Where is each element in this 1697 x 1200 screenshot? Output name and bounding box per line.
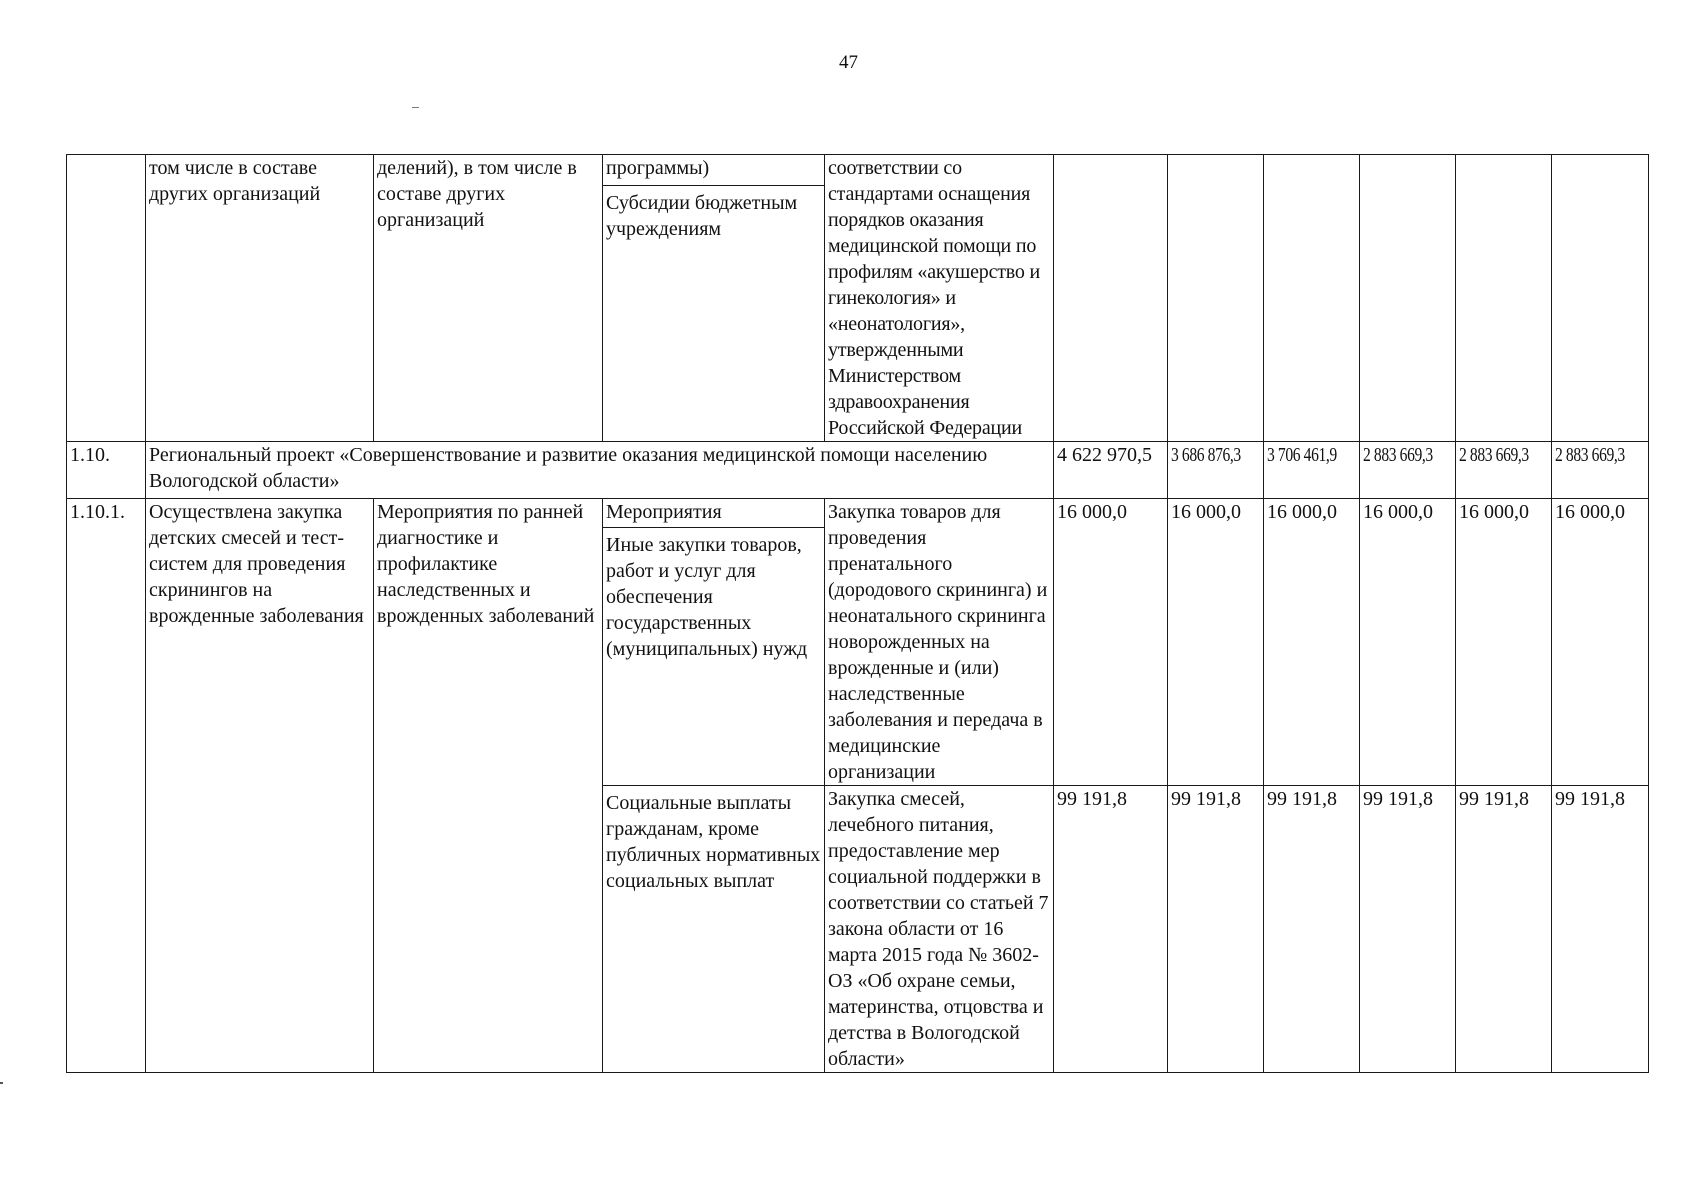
scan-artifact-edge-mark (0, 1082, 3, 1084)
cell-value-empty (1552, 155, 1649, 442)
cell-value-empty (1168, 155, 1264, 442)
cell-expense-type-a: Иные закупки товаров, работ и услуг для обеспечения государственных (муниципальных) нужд (603, 528, 825, 786)
cell-goal-tail: том числе в составе других организаций (146, 155, 374, 442)
continuation-row (67, 155, 1649, 186)
cell-value-a-5: 16 000,0 (1456, 499, 1552, 786)
cell-value-a-3: 16 000,0 (1264, 499, 1360, 786)
cell-value-a-4: 16 000,0 (1360, 499, 1456, 786)
cell-project-value-5: 2 883 669,3 (1456, 442, 1552, 499)
cell-value-empty (1054, 155, 1168, 442)
cell-project-value-6: 2 883 669,3 (1552, 442, 1649, 499)
cell-value-a-6: 16 000,0 (1552, 499, 1649, 786)
cell-description-tail: соответствии со стандартами оснащения порядков оказания медицинской помощи по профилям «акушерство и гинекология» и «неонатология», утвержденными Министерством здравоохранения Российской Федерации (825, 155, 1054, 442)
cell-project-number: 1.10. (67, 442, 146, 499)
cell-project-value-3: 3 706 461,9 (1264, 442, 1360, 499)
cell-expense-type-b: Социальные выплаты гражданам, кроме публичных нормативных социальных выплат (603, 786, 825, 1073)
cell-value-a-1: 16 000,0 (1054, 499, 1168, 786)
cell-value-b-1: 99 191,8 (1054, 786, 1168, 1073)
cell-project-title: Региональный проект «Совершенствование и развитие оказания медицинской помощи населению Вологодской области» (146, 442, 1054, 499)
cell-value-a-2: 16 000,0 (1168, 499, 1264, 786)
cell-value-b-5: 99 191,8 (1456, 786, 1552, 1073)
cell-value-b-2: 99 191,8 (1168, 786, 1264, 1073)
cell-item-number: 1.10.1. (67, 499, 146, 1073)
project-row-1-10 (67, 442, 1649, 499)
cell-value-b-4: 99 191,8 (1360, 786, 1456, 1073)
cell-project-value-2: 3 686 876,3 (1168, 442, 1264, 499)
cell-description-b: Закупка смесей, лечебного питания, предоставление мер социальной поддержки в соответствии со статьей 7 закона области от 16 марта 2015 года № 3602-ОЗ «Об охране семьи, материнства, отцовства и детства в Вологодской области» (825, 786, 1054, 1073)
cell-activity-tail: делений), в том числе в составе других организаций (374, 155, 603, 442)
cell-expense-header: Мероприятия (603, 499, 825, 528)
cell-value-b-3: 99 191,8 (1264, 786, 1360, 1073)
cell-description-a: Закупка товаров для проведения пренатального (дородового скрининга) и неонатального скрининга новорожденных на врожденные и (или) наследственные заболевания и передача в медицинские организации (825, 499, 1054, 786)
cell-project-value-1: 4 622 970,5 (1054, 442, 1168, 499)
cell-value-empty (1264, 155, 1360, 442)
cell-item-result: Осуществлена закупка детских смесей и тест-систем для проведения скринингов на врожденные заболевания (146, 499, 374, 1073)
scan-artifact-dash (412, 107, 419, 108)
cell-number-empty (67, 155, 146, 442)
cell-expense-prev-tail: программы) (603, 155, 825, 186)
cell-value-empty (1360, 155, 1456, 442)
cell-expense-type-subsidy: Субсидии бюджетным учреждениям (603, 186, 825, 442)
cell-value-empty (1456, 155, 1552, 442)
budget-table (66, 154, 1649, 1073)
cell-item-activity: Мероприятия по ранней диагностике и профилактике наследственных и врожденных заболеваний (374, 499, 603, 1073)
item-row-1-10-1 (67, 499, 1649, 528)
cell-value-b-6: 99 191,8 (1552, 786, 1649, 1073)
page-number: 47 (839, 52, 858, 73)
cell-project-value-4: 2 883 669,3 (1360, 442, 1456, 499)
